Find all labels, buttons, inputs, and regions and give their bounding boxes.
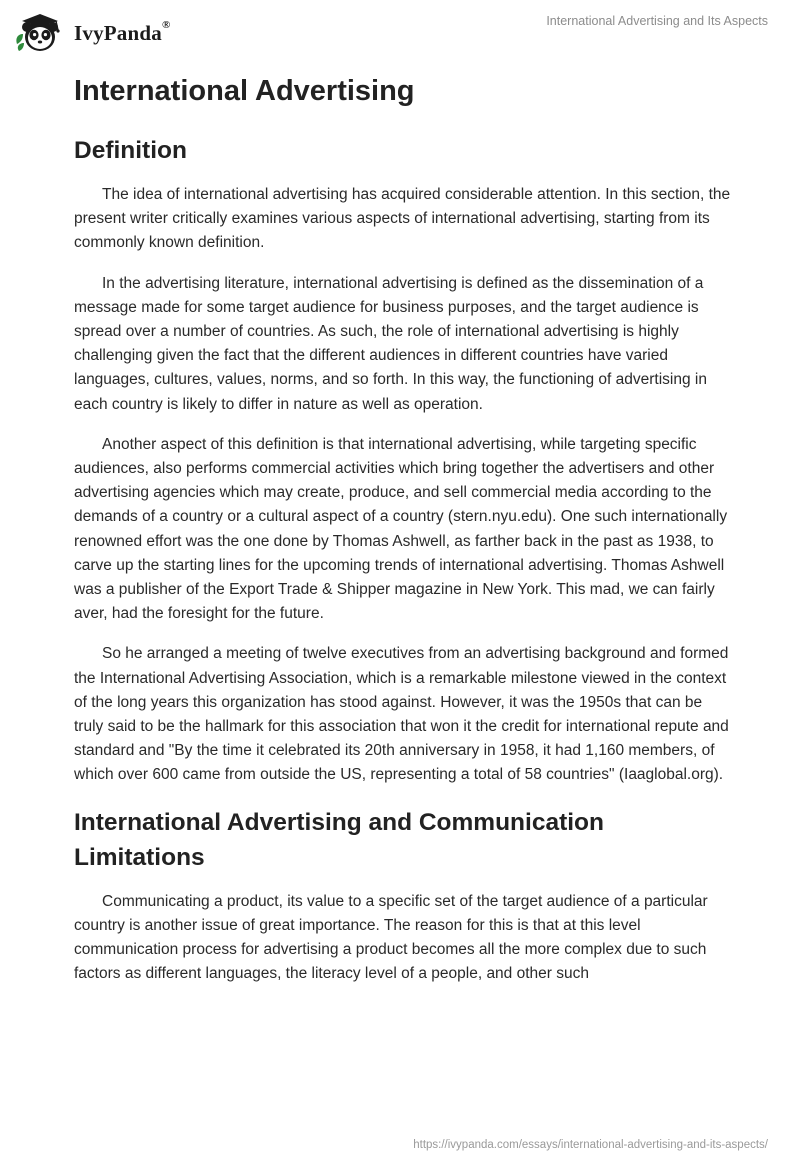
ivypanda-logo[interactable]: [14, 11, 170, 55]
paragraph: So he arranged a meeting of twelve executives from an advertising background and formed the International Advertising Association, which is a remarkable milestone viewed in the context of the long years this organization has stood against. However, it was the 1950s that can be truly said to be the hallmark for this association that won it the credit for international repute and standard and "By the time it celebrated its 20th anniversary in 1958, it had 1,160 members, of which over 600 came from outside the US, representing a total of 58 countries" (Iaaglobal.org).: [74, 645, 729, 784]
section-heading-communication-limitations: International Advertising and Communication Limitations: [74, 808, 604, 871]
paragraph: In the advertising literature, international advertising is defined as the dissemination of a message made for some target audience for business purposes, and the target audience is spread over a number of countries. As such, the role of international advertising is highly challenging given the fact that the different audiences in different countries have varied languages, cultures, values, norms, and so forth. In this way, the functioning of advertising in each country is likely to differ in nature as well as operation.: [74, 274, 707, 413]
paragraph: Another aspect of this definition is that international advertising, while targeting specific audiences, also performs commercial activities which bring together the advertisers and other advertising agencies which may create, produce, and sell commercial media according to the demands of a country or a cultural aspect of a country (stern.nyu.edu). One such internationally renowned effort was the one done by Thomas Ashwell, as farther back in the past as 1938, to carve up the starting lines for the upcoming trends of international advertising. Thomas Ashwell was a publisher of the Export Trade & Shipper magazine in New York. This mad, we can fairly aver, had the foresight for the future.: [74, 435, 728, 623]
panda-graduate-icon: [14, 11, 68, 55]
source-url[interactable]: https://ivypanda.com/essays/international-advertising-and-its-aspects/: [413, 1139, 768, 1151]
brand-name: IvyPanda®: [74, 18, 171, 45]
article-title: International Advertising: [74, 75, 415, 107]
page-header: [0, 0, 800, 60]
paragraph: Communicating a product, its value to a specific set of the target audience of a particular country is another issue of great importance. The reason for this is that at this level communication process for advertising a product becomes all the more complex due to such factors as different languages, the literacy level of a people, and other such: [74, 892, 708, 983]
article-body: [74, 72, 734, 1002]
paragraph: The idea of international advertising has acquired considerable attention. In this section, the present writer critically examines various aspects of international advertising, starting from its commonly known definition.: [74, 186, 731, 252]
document-title: International Advertising and Its Aspects: [546, 14, 768, 28]
section-heading-definition: Definition: [74, 137, 187, 164]
